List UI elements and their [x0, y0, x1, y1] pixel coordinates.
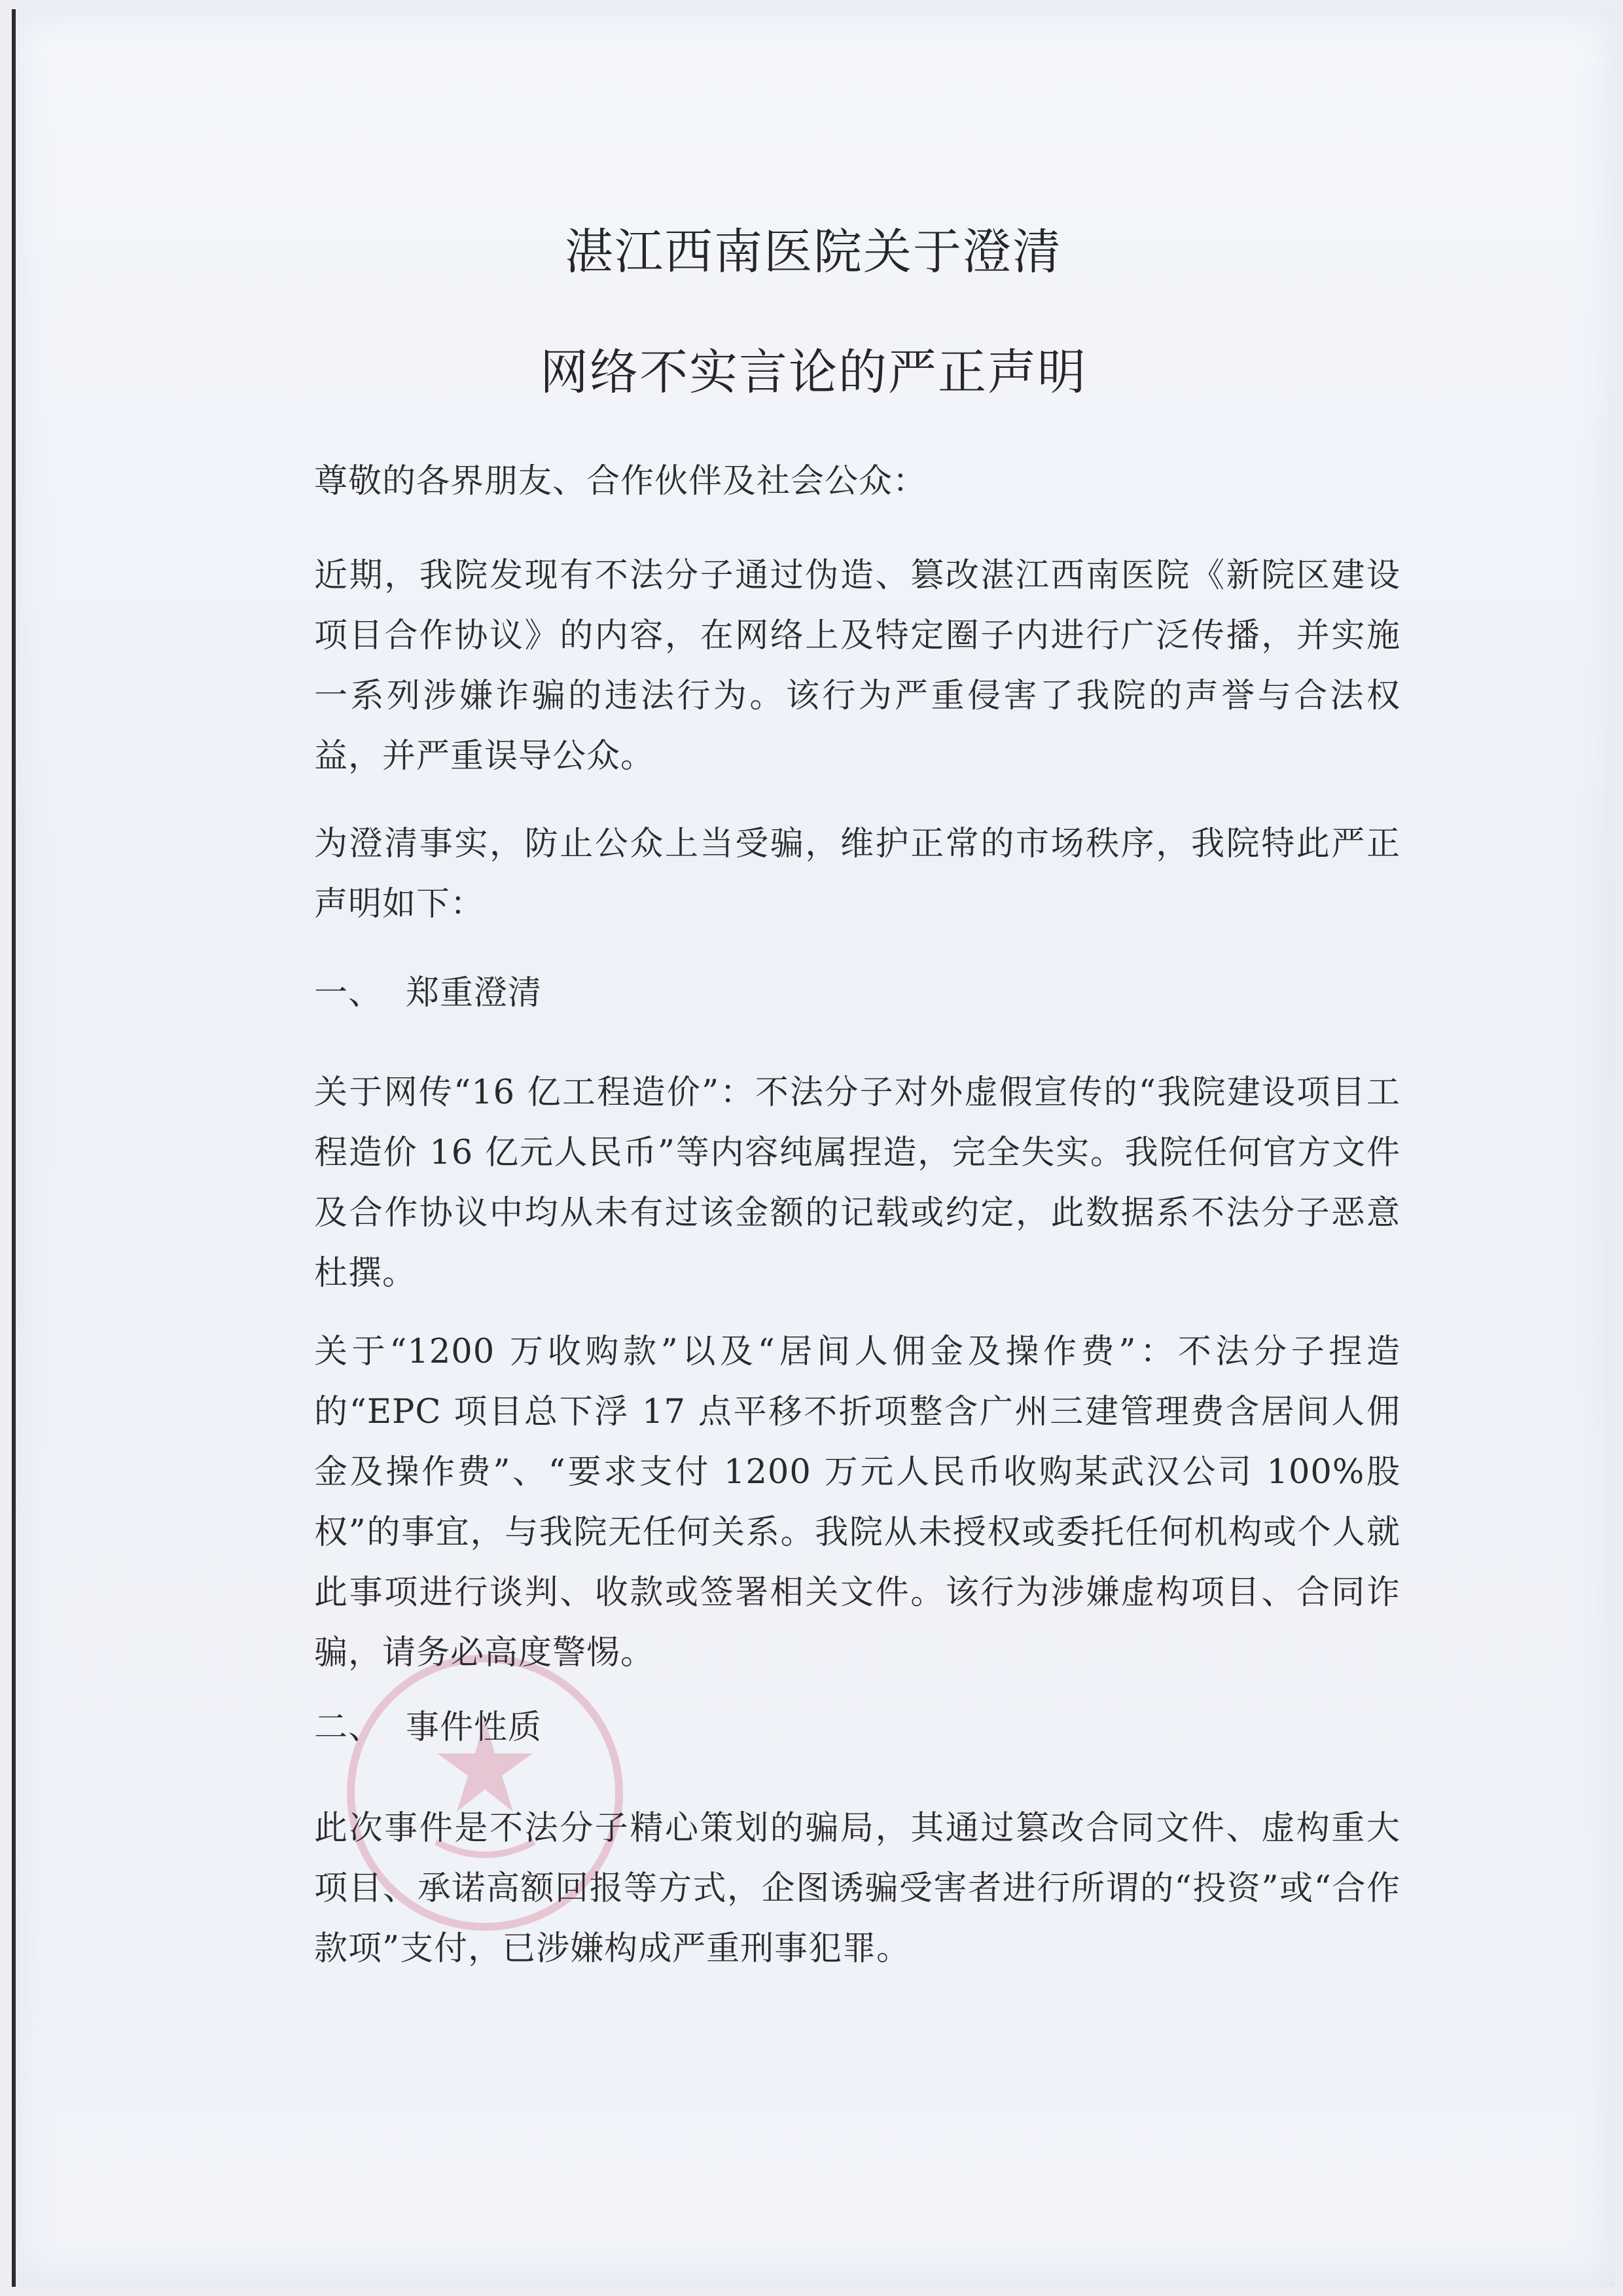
document-title-line1: 湛江西南医院关于澄清 [565, 224, 1062, 280]
document-title-line2: 网络不实言论的严正声明 [540, 344, 1087, 401]
paragraph-cost-clarification: 关于网传“16 亿工程造价”：不法分子对外虚假宣传的“我院建设项目工程造价 16 亿元人民币”等内容纯属捏造，完全失实。我院任何官方文件及合作协议中均从未有过该金额的记载或约定，此数据系不法分子恶意杜撰。 [314, 1073, 1400, 1293]
section-heading-nature [314, 1698, 1400, 1758]
section-heading-text: 郑重澄清 [406, 974, 543, 1013]
salutation: 尊敬的各界朋友、合作伙伴及社会公众： [314, 462, 927, 501]
paragraph-purpose: 为澄清事实，防止公众上当受骗，维护正常的市场秩序，我院特此严正声明如下： [314, 825, 1400, 924]
paragraph-event-nature: 此次事件是不法分子精心策划的骗局，其通过篡改合同文件、虚构重大项目、承诺高额回报等方式，企图诱骗受害者进行所谓的“投资”或“合作款项”支付，已涉嫌构成严重刑事犯罪。 [314, 1809, 1400, 1968]
section-number: 二、 [314, 1708, 383, 1747]
section-heading-text: 事件性质 [406, 1708, 543, 1747]
section-number: 一、 [314, 974, 383, 1013]
paragraph-purchase-clarification: 关于“1200 万收购款”以及“居间人佣金及操作费”：不法分子捏造的“EPC 项目总下浮 17 点平移不折项整含广州三建管理费含居间人佣金及操作费”、“要求支付 1200 万元人民币收购某武汉公司 100%股权”的事宜，与我院无任何关系。我院从未授权或委托任何机构或个人就此事项进行谈判、收款或签署相关文件。该行为涉嫌虚构项目、合同诈骗，请务必高度警惕。 [314, 1333, 1400, 1672]
section-heading-clarification [314, 963, 1400, 1024]
paragraph-intro: 近期，我院发现有不法分子通过伪造、篡改湛江西南医院《新院区建设项目合作协议》的内容，在网络上及特定圈子内进行广泛传播，并实施一系列涉嫌诈骗的违法行为。该行为严重侵害了我院的声誉与合法权益，并严重误导公众。 [314, 556, 1400, 776]
document-page [12, 9, 1615, 2287]
